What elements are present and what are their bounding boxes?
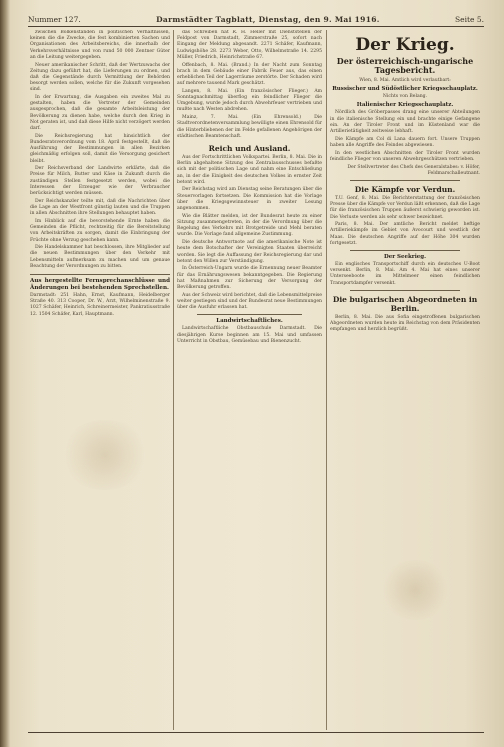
article-paragraph: Mainz, 7. Mai. (Ein Ehrensold.) Die Stadtverordnetenversammlung bewilligte einen Ehrensold für die Hinterbliebenen der im Felde gefallenen Angehörigen der städtischen Beamtenschaft. (177, 115, 322, 139)
section-heading: Russischer und Südöstlicher Kriegsschauplatz. (332, 86, 478, 93)
page-binding (0, 0, 10, 747)
article-paragraph: das Schreiben hat R. H. Heller mit Dienststellen der Feldpost von Darmstadt, Zimmerstraße 25, sofort nach Eingang der Meldung abgesandt. 2271 Schäfer, Kaufmann, Ludwigshöhe 28. 2273 Weber, Otto, Wilhelmstraße 14. 2295 Müller, Friedrich, Heinrichstraße 67. (177, 30, 322, 60)
article-paragraph: Ein englisches Transportschiff durch ein deutsches U-Boot versenkt. Berlin, 8. Mai. Am 4. Mai hat eines unserer Unterseeboote im Mittelmeer einen feindlichen Transportdampfer versenkt. (330, 262, 480, 286)
section-heading: Landwirtschaftliches. (216, 318, 283, 325)
article-paragraph: Neuer amerikanischer Schritt, daß der Wertzuwachs der Zeitung dazu geführt hat, die Lieferungen zu ordnen, und daß die Gegenstände durch Vermittlung der Behörden besorgt werden sollen, welche für die Zukunft vorgesehen sind. (30, 62, 170, 93)
article-paragraph: Nördlich des Gröberpasses drang eine unserer Abteilungen in die italienische Stellung ein und brachte einige Gefangene ein. An der Tiroler Front und im Küstenland war die Artillerietätigkeit zeitweise lebhaft. (330, 110, 480, 135)
column-1 (30, 30, 170, 730)
article-paragraph: In Österreich-Ungarn wurde die Ernennung neuer Beamter für das Ernährungswesen bekanntgegeben. Die Regierung hat Maßnahmen zur Sicherung der Versorgung der Bevölkerung getroffen. (177, 266, 322, 291)
article-intro: Wien, 8. Mai. Amtlich wird verlautbart: (359, 78, 451, 83)
masthead-rule (28, 26, 484, 27)
section-heading: Der Seekrieg. (383, 254, 427, 261)
page-number: Seite 5. (455, 14, 484, 24)
article-paragraph: Langen, 8. Mai. (Ein französischer Flieger.) Am Sonntagnachmittag überflog ein feindlicher Flieger die Umgebung, wurde jedoch durch Abwehrfeuer vertrieben und mußte nach Westen abdrehen. (177, 88, 322, 113)
signature: Der Stellvertreter des Chefs des Generalstabes: v. Höfer, Feldmarschalleutnant. (347, 164, 480, 176)
newspaper-title: Darmstädter Tagblatt, Dienstag, den 9. Mai 1916. (156, 14, 380, 24)
article-paragraph: Paris, 8. Mai. Der amtliche Bericht meldet heftige Artilleriekämpfe im Gebiet von Avocourt und westlich der Maas. Die deutschen Angriffe auf der Höhe 304 wurden fortgesetzt. (330, 222, 480, 246)
article-paragraph: Nichts von Belang. (382, 94, 428, 100)
column-3 (330, 30, 480, 730)
article-paragraph: Aus der Schweiz wird berichtet, daß die Lebensmittelpreise weiter gestiegen sind und der Bundesrat neue Bestimmungen über die Ausfuhr erlassen hat. (177, 292, 322, 311)
article-paragraph: Landwirtschaftliche Obstbauschule Darmstadt. Die diesjährigen Kurse beginnen am 15. Mai und umfassen Unterricht in Obstbau, Gemüsebau und Bienenzucht. (177, 326, 322, 344)
sub-headline: Der österreichisch-ungarische Tagesbericht. (336, 56, 474, 75)
article-paragraph: In den westlichen Abschnitten der Tiroler Front wurden feindliche Flieger von unseren Abwehrgeschützen vertrieben. (330, 150, 480, 162)
masthead (28, 13, 484, 25)
section-heading: Reich und Ausland. (208, 143, 291, 153)
article-paragraph: Aus der Fortschrittlichen Volkspartei. Berlin, 8. Mai. Die in Berlin abgehaltene Sitzung des Zentralausschusses befaßte sich mit der politischen Lage und nahm eine Entschließung an, in der die Einigkeit des deutschen Volkes in ernster Zeit betont wird. (177, 154, 322, 185)
section-heading: Die Kämpfe vor Verdun. (354, 184, 456, 194)
article-paragraph: Wie die Blätter melden, ist der Bundesrat heute zu einer Sitzung zusammengetreten, in der die Verordnung über die Regelung des Verkehrs mit Brotgetreide und Mehl beraten wurde. Die Vorlage fand allgemeine Zustimmung. (177, 213, 322, 238)
section-separator (350, 290, 460, 291)
column-divider (173, 30, 174, 730)
article-paragraph: Die Handelskammer hat beschlossen, ihre Mitglieder auf die neuen Bestimmungen über den Verkehr mit Lebensmitteln aufmerksam zu machen und um genaue Beachtung der Verordnungen zu bitten. (30, 245, 170, 269)
notice-text: Darmstadt: 251 Hahn, Ernst, Kaufmann, Heidelberger Straße 40. 313 Cooper, Dr. W., Arzt, Wilhelminenstraße 9. 1027 Schäfer, Heinrich, Schreinermeister, Pankratiusstraße 12. 1504 Schäfer, Karl, Hauptmann. (30, 293, 170, 317)
section-separator (197, 314, 302, 315)
article-paragraph: In der Erwartung, die Ausgaben ein zweites Mal zu gestalten, haben die Vertreter der Gemeinden ausgesprochen, daß die gesamte Arbeitsleistung der Bevölkerung zu dienen habe, welche durch den Krieg in Not geraten ist, und daß diese Hilfe nicht verzögert werden darf. (30, 95, 170, 132)
main-headline: Der Krieg. (355, 35, 455, 55)
article-paragraph: Der Reichsverband der Landwirte erklärte, daß die Preise für Milch, Butter und Käse in Zukunft durch die zuständigen Stellen festgesetzt werden, wobei die Interessen der Erzeuger wie der Verbraucher berücksichtigt werden müssen. (30, 166, 170, 197)
article-paragraph: Im Hinblick auf die bevorstehende Ernte haben die Gemeinden die Pflicht, rechtzeitig für die Bereitstellung von Arbeitskräften zu sorgen, damit die Einbringung der Früchte ohne Verzug geschehen kann. (30, 218, 170, 243)
article-paragraph: Die Reichsregierung hat hinsichtlich der Bundesratsverordnung vom 18. April festgestellt, daß die Ausführung der Bestimmungen in allen Bezirken gleichmäßig erfolgen soll, damit die Versorgung gesichert bleibt. (30, 133, 170, 164)
article-paragraph: Die Kämpfe am Col di Lana dauern fort. Unsere Truppen haben alle Angriffe des Feindes abgewiesen. (330, 136, 480, 148)
article-paragraph: Offenbach, 8. Mai. (Brand.) In der Nacht zum Sonntag brach in dem Gebäude einer Fabrik Feuer aus, das einen erheblichen Teil der Lagerräume zerstörte. Der Schaden wird auf mehrere tausend Mark geschätzt. (177, 62, 322, 87)
article-paragraph: T.U. Genf, 8. Mai. Die Berichterstattung der französischen Presse über die Kämpfe vor Verdun läßt erkennen, daß die Lage für die französischen Truppen äußerst schwierig geworden ist. Die Verluste werden als sehr schwer bezeichnet. (330, 195, 480, 220)
article-paragraph: Der Reichstag wird am Dienstag seine Beratungen über die Steuervorlagen fortsetzen. Die Kommission hat die Vorlage über die Kriegsgewinnsteuer in zweiter Lesung angenommen. (177, 187, 322, 212)
article-paragraph: Die deutsche Antwortnote auf die amerikanische Note ist heute dem Botschafter der Vereinigten Staaten überreicht worden. Sie legt die Auffassung der Reichsregierung dar und betont den Willen zur Verständigung. (177, 240, 322, 264)
notice-title: Aus hergestellte Fernsprechanschlüsse und Änderungen bei bestehenden Sprechstellen. (30, 278, 170, 292)
section-separator (350, 180, 460, 181)
article-paragraph: Berlin, 8. Mai. Die aus Sofia eingetroffenen bulgarischen Abgeordneten wurden heute im Reichstag von dem Präsidenten empfangen und herzlich begrüßt. (330, 314, 480, 333)
section-separator (350, 250, 460, 251)
column-divider (326, 30, 327, 730)
article-paragraph: zwischen Bölkenständen in politischen Verhältnissen, keinen die die Zwecke, die fest kombinierten Sachen und Organisationen des Arbeitsbereichs, die innerhalb der Verkehrsverhältnisse und von rund 50 000 Zentner Güter an die Leitung weitergegeben. (30, 30, 170, 60)
column-2 (177, 30, 322, 730)
section-heading: Die bulgarischen Abgeordneten in Berlin. (332, 294, 478, 313)
article-paragraph: Der Reichskanzler teilte mit, daß die Nachrichten über die Lage an der Westfront günstig lauten und die Truppen in allen Abschnitten ihre Stellungen behauptet haben. (30, 198, 170, 217)
section-heading: Italienischer Kriegsschauplatz. (356, 102, 454, 109)
bottom-rule (28, 732, 484, 733)
telephone-notices (30, 274, 170, 318)
issue-number: Nummer 127. (28, 14, 81, 24)
